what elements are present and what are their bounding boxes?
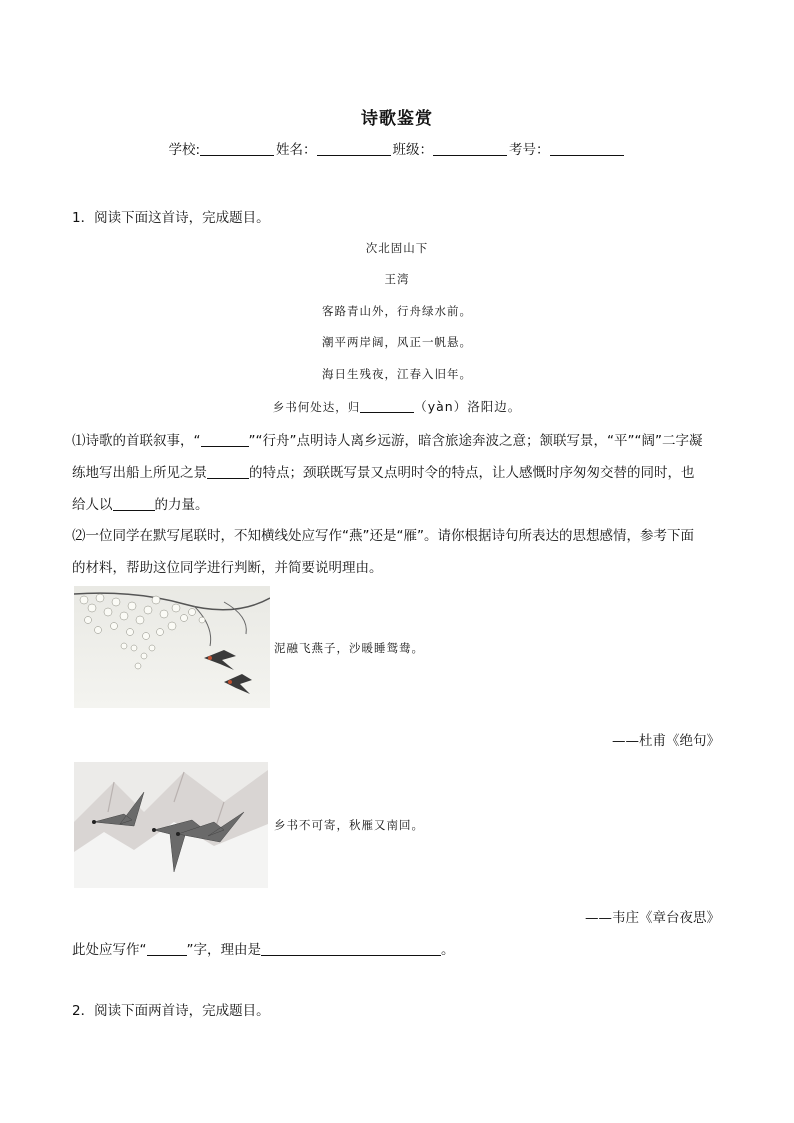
answer-blank-2[interactable]	[207, 464, 249, 479]
answer-line	[72, 938, 455, 958]
class-blank[interactable]	[433, 141, 507, 156]
exam-no-blank[interactable]	[550, 141, 624, 156]
poem-author: 王湾	[384, 272, 410, 286]
poem-line-1: 客路青山外，行舟绿水前。	[322, 304, 472, 318]
poem-line-4-start: 乡书何处达，归	[272, 400, 361, 414]
answer-blank-1[interactable]	[201, 432, 249, 447]
name-label: 姓名：	[276, 142, 317, 158]
answer-char-blank[interactable]	[147, 941, 187, 956]
text: 的特点；颈联既写景又点明时令的特点，让人感慨时序匆匆交替的同时，也	[249, 465, 695, 481]
page-title: 诗歌鉴赏	[361, 109, 433, 129]
poem-line-2: 潮平两岸阔，风正一帆悬。	[322, 335, 472, 349]
student-info-line	[0, 138, 794, 158]
material-2-quote: 乡书不可寄，秋雁又南回。	[274, 818, 424, 832]
geese-painting-image	[74, 762, 268, 888]
material-2-source: ——韦庄《章台夜思》	[585, 910, 720, 926]
poem-line-4	[0, 397, 794, 415]
poem-line-4-end: （yàn）洛阳边。	[414, 399, 522, 414]
sub-question-2-line-2: 的材料，帮助这位同学进行判断，并简要说明理由。	[72, 560, 383, 576]
answer-blank-3[interactable]	[113, 496, 155, 511]
material-1-quote: 泥融飞燕子，沙暖睡鸳鸯。	[274, 641, 424, 655]
answer-reason-blank[interactable]	[261, 941, 441, 956]
question-1-stem: 1．阅读下面这首诗，完成题目。	[72, 210, 270, 226]
text: 的力量。	[154, 497, 209, 513]
swallow-painting-image	[74, 586, 270, 708]
name-blank[interactable]	[317, 141, 391, 156]
school-label: 学校:	[168, 142, 201, 158]
class-label: 班级：	[392, 142, 434, 158]
text: ⑴诗歌的首联叙事，“	[72, 433, 201, 449]
text: 此处应写作“	[72, 942, 147, 958]
sub-question-1-line-3	[72, 493, 209, 513]
sub-question-1-line-2	[72, 461, 695, 481]
text: ”“行舟”点明诗人离乡远游，暗含旅途奔波之意；颔联写景，“平”“阔”二字凝	[248, 433, 703, 449]
poem-line-3: 海日生残夜，江春入旧年。	[322, 367, 472, 381]
question-2-stem: 2．阅读下面两首诗，完成题目。	[72, 1003, 270, 1019]
swallow-painting-svg	[74, 586, 270, 708]
text: 给人以	[72, 497, 113, 513]
geese-painting-svg	[74, 762, 268, 888]
school-blank[interactable]	[200, 141, 274, 156]
text: 。	[441, 942, 455, 958]
text: ”字，理由是	[186, 942, 261, 958]
sub-question-2-line-1: ⑵一位同学在默写尾联时，不知横线处应写作“燕”还是“雁”。请你根据诗句所表达的思想感情，参考下面	[72, 528, 694, 544]
sub-question-1-line-1	[72, 429, 702, 449]
text: 练地写出船上所见之景	[72, 465, 207, 481]
poem-title: 次北固山下	[365, 241, 429, 255]
material-1-source: ——杜甫《绝句》	[612, 733, 720, 749]
poem-blank[interactable]	[360, 398, 414, 413]
exam-no-label: 考号：	[509, 142, 550, 158]
